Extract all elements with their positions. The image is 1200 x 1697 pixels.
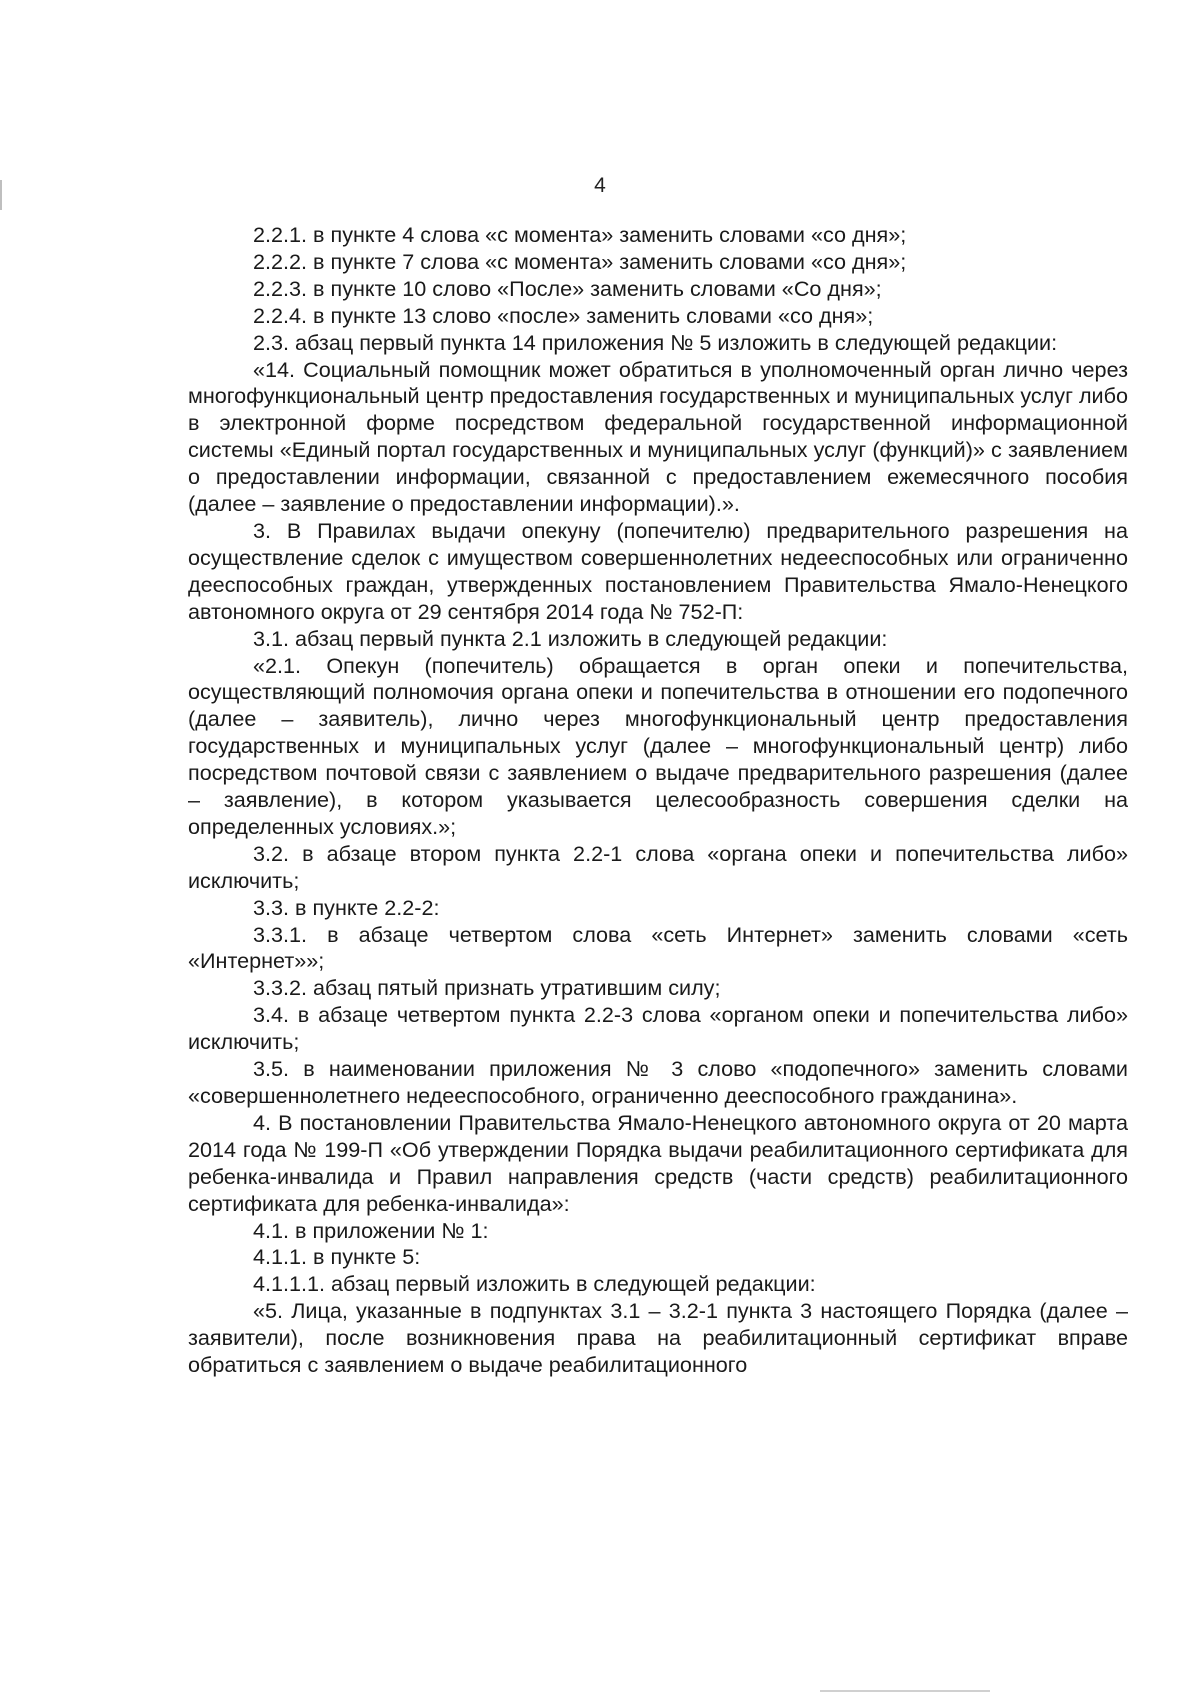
- paragraph-3: 3. В Правилах выдачи опекуну (попечителю) предварительного разрешения на осуществление сделок с имуществом совершеннолетних недееспособных или ограниченно дееспособных граждан, утвержденных постановлением Правительства Ямало-Ненецкого автономного округа от 29 сентября 2014 года № 752-П:: [188, 517, 1128, 624]
- paragraph-2-2-1: 2.2.1. в пункте 4 слова «с момента» заменить словами «со дня»;: [253, 222, 907, 247]
- paragraph-4: 4. В постановлении Правительства Ямало-Ненецкого автономного округа от 20 марта 2014 года № 199-П «Об утверждении Порядка выдачи реабилитационного сертификата для ребенка-инвалида и Правил направления средств (части средств) реабилитационного сертификата для ребенка-инвалида»:: [188, 1109, 1128, 1216]
- paragraph-3-3-2: 3.3.2. абзац пятый признать утратившим силу;: [253, 975, 721, 1001]
- document-body: [188, 222, 1128, 1379]
- paragraph-3-5: 3.5. в наименовании приложения № 3 слово «подопечного» заменить словами «совершеннолетнего недееспособного, ограниченно дееспособного гражданина».: [188, 1056, 1128, 1108]
- paragraph-4-1-1: 4.1.1. в пункте 5:: [253, 1244, 421, 1270]
- paragraph-2-2-3: 2.2.3. в пункте 10 слово «После» заменить словами «Со дня»;: [253, 275, 882, 301]
- paragraph-3-3: 3.3. в пункте 2.2-2:: [253, 894, 440, 920]
- page-number: 4: [594, 174, 606, 197]
- paragraph-3-3-1: 3.3.1. в абзаце четвертом слова «сеть Интернет» заменить словами «сеть «Интернет»»;: [188, 921, 1128, 974]
- paragraph-quote-2-1: «2.1. Опекун (попечитель) обращается в орган опеки и попечительства, осуществляющий полномочия органа опеки и попечительства в отношении его подопечного (далее – заявитель), лично через многофункциональный центр предоставления государственных и муниципальных услуг (далее – многофункциональный центр) либо посредством почтовой связи с заявлением о выдаче предварительного разрешения (далее – заявление), в котором указывается целесообразность совершения сделки на определенных условиях.»;: [188, 652, 1128, 839]
- paragraph-3-4: 3.4. в абзаце четвертом пункта 2.2-3 слова «органом опеки и попечительства либо» исключить;: [188, 1002, 1128, 1055]
- paragraph-2-3: 2.3. абзац первый пункта 14 приложения № 5 изложить в следующей редакции:: [253, 329, 1058, 355]
- paragraph-4-1-1-1: 4.1.1.1. абзац первый изложить в следующей редакции:: [253, 1271, 816, 1297]
- paragraph-quote-14: «14. Социальный помощник может обратиться в уполномоченный орган лично через многофункциональный центр предоставления государственных и муниципальных услуг либо в электронной форме посредством федеральной государственной информационной системы «Единый портал государственных и муниципальных услуг (функций)» с заявлением о предоставлении информации, связанной с предоставлением ежемесячного пособия (далее – заявление о предоставлении информации).».: [188, 356, 1128, 517]
- paragraph-2-2-2: 2.2.2. в пункте 7 слова «с момента» заменить словами «со дня»;: [253, 248, 907, 274]
- paragraph-2-2-4: 2.2.4. в пункте 13 слово «после» заменить словами «со дня»;: [253, 302, 874, 328]
- paragraph-3-1: 3.1. абзац первый пункта 2.1 изложить в следующей редакции:: [253, 625, 888, 651]
- paragraph-quote-5: «5. Лица, указанные в подпунктах 3.1 – 3.2-1 пункта 3 настоящего Порядка (далее – заявители), после возникновения права на реабилитационный сертификат вправе обратиться с заявлением о выдаче реабилитационного: [188, 1298, 1128, 1378]
- paragraph-4-1: 4.1. в приложении № 1:: [253, 1217, 489, 1243]
- paragraph-3-2: 3.2. в абзаце втором пункта 2.2-1 слова «органа опеки и попечительства либо» исключить;: [188, 840, 1128, 893]
- scan-edge-mark: [820, 1690, 990, 1692]
